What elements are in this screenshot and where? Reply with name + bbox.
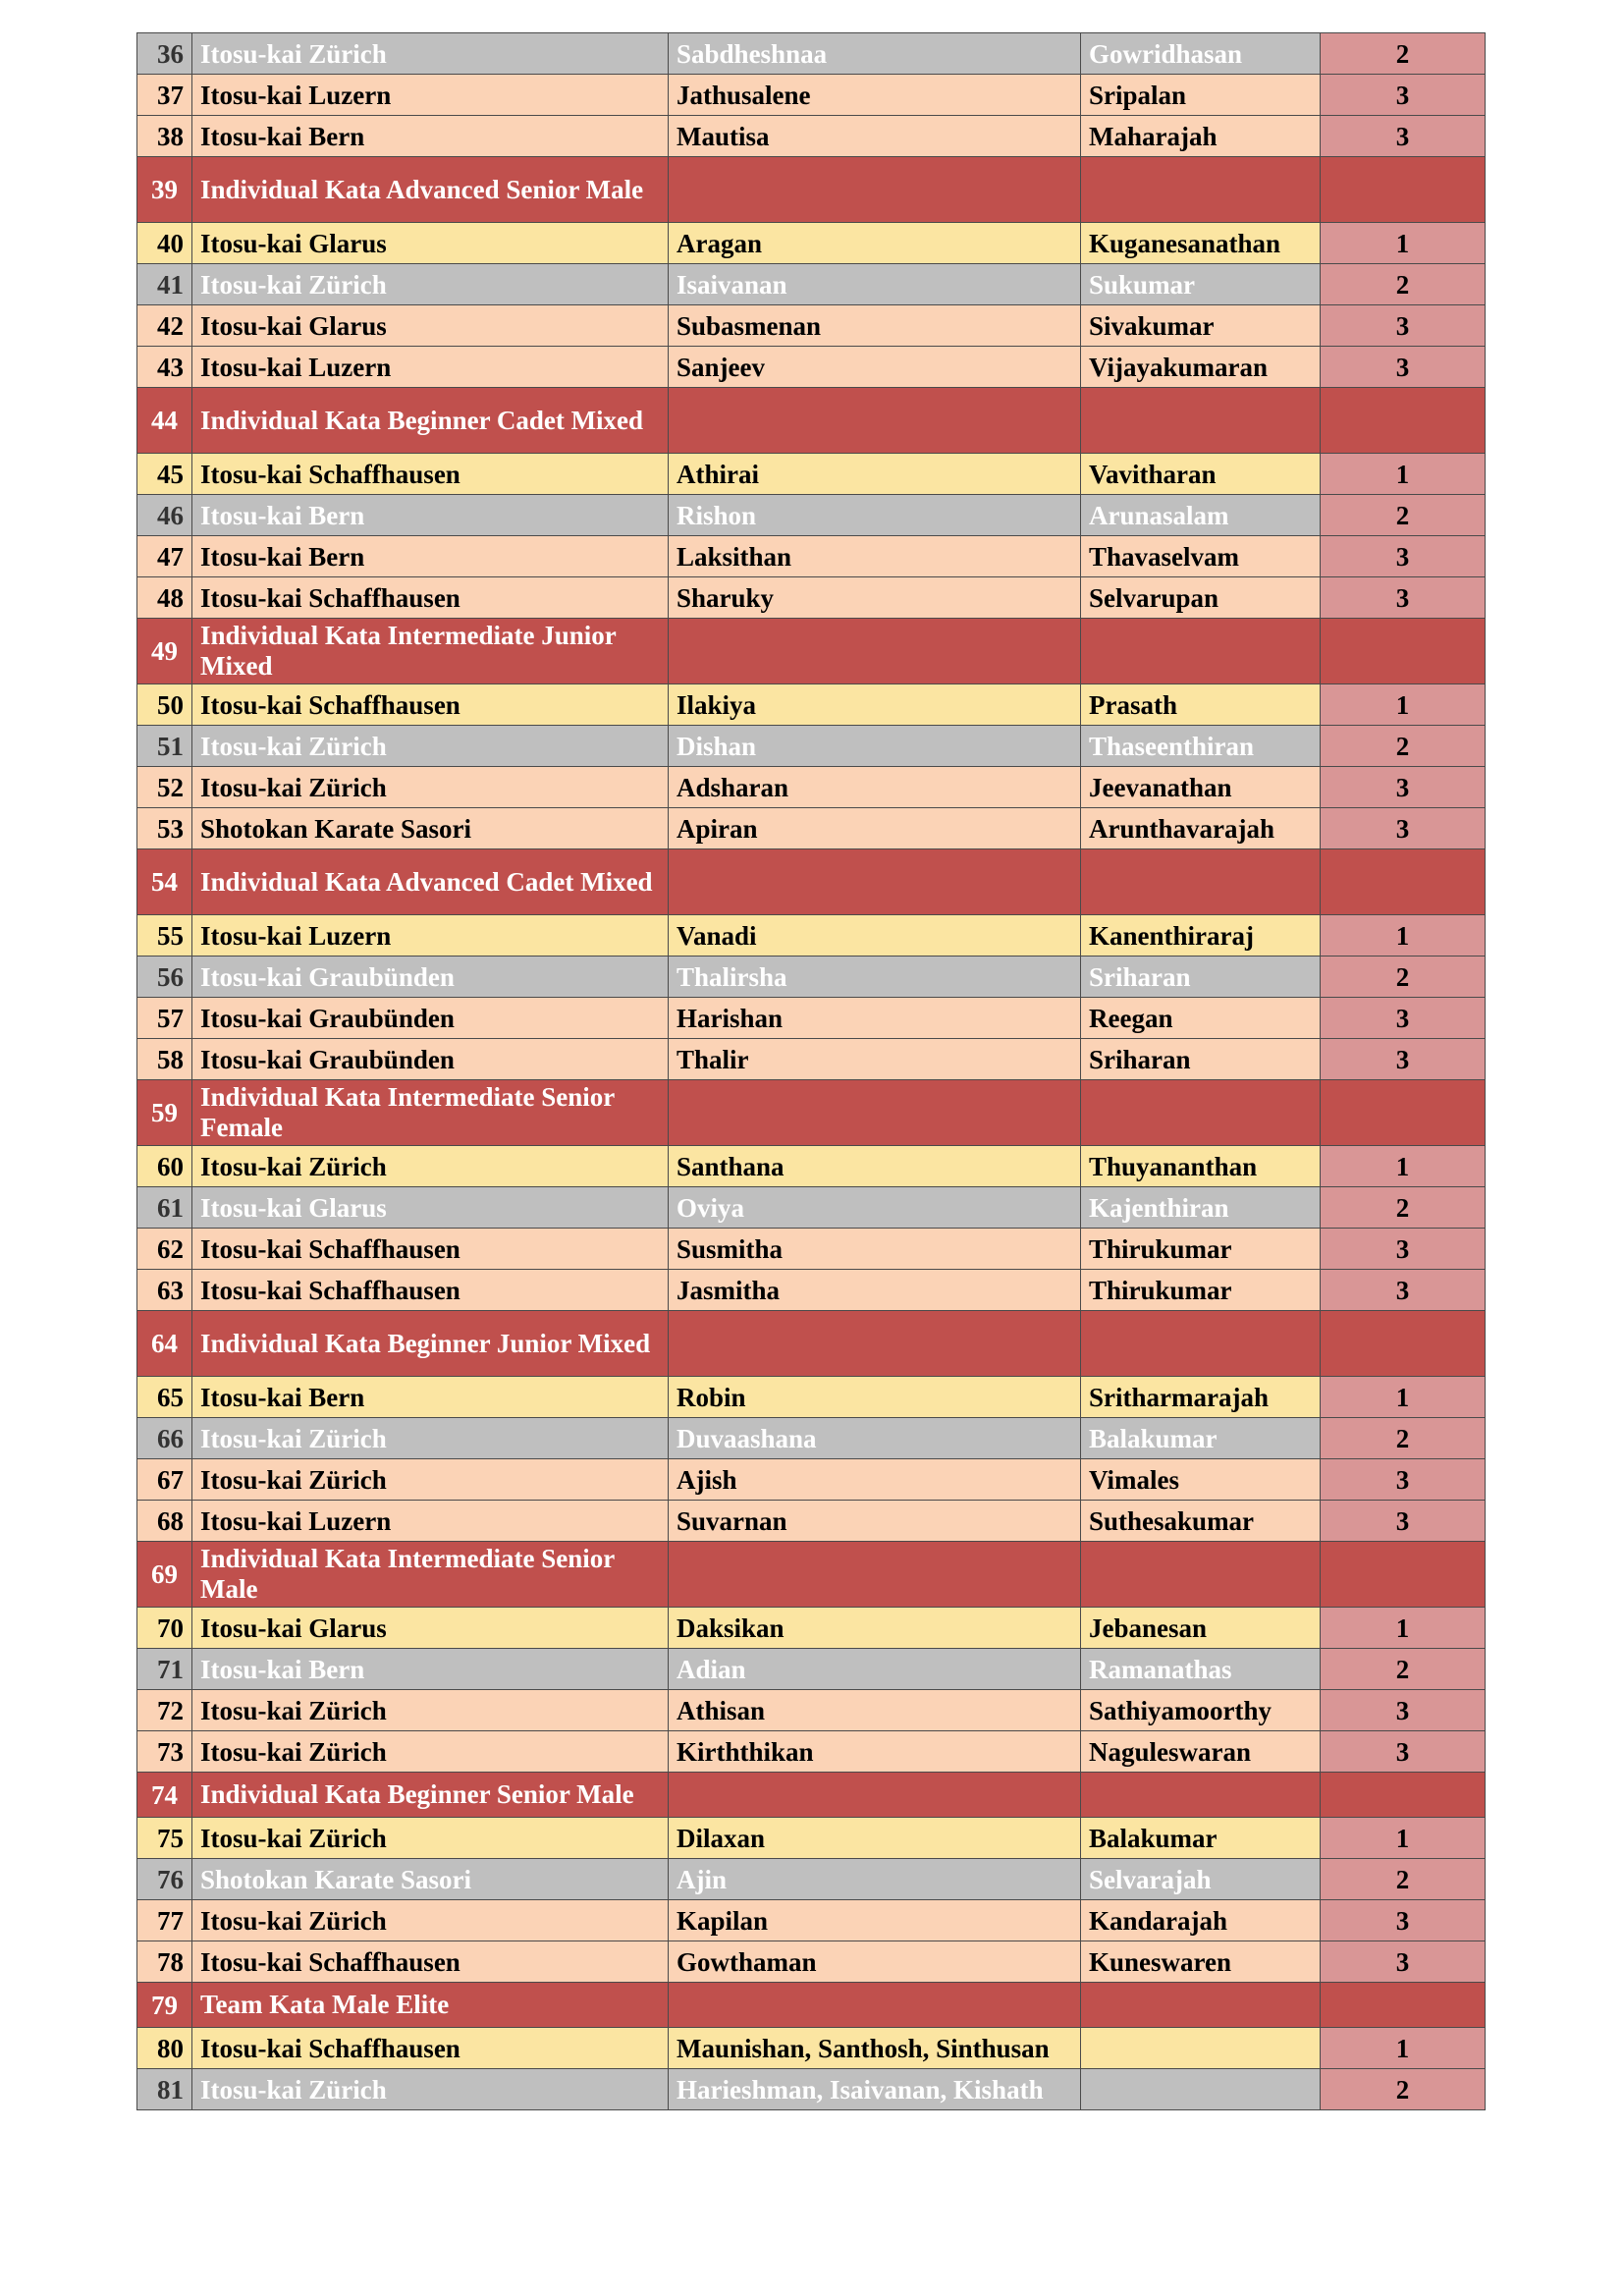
result-row — [137, 2028, 1486, 2069]
rank-value: 3 — [1321, 1690, 1486, 1731]
result-row — [137, 1859, 1486, 1900]
rank-value: 3 — [1321, 116, 1486, 157]
club-name: Itosu-kai Glarus — [192, 1608, 669, 1649]
result-row — [137, 1608, 1486, 1649]
first-name: Thalir — [669, 1039, 1081, 1080]
first-name: Kirththikan — [669, 1731, 1081, 1773]
club-name: Itosu-kai Glarus — [192, 223, 669, 264]
last-name: Sriharan — [1081, 957, 1321, 998]
result-row — [137, 495, 1486, 536]
category-row — [137, 388, 1486, 454]
last-name: Gowridhasan — [1081, 33, 1321, 75]
row-number: 49 — [137, 619, 192, 684]
last-name: Vavitharan — [1081, 454, 1321, 495]
row-number: 46 — [137, 495, 192, 536]
empty-cell — [669, 619, 1081, 684]
first-name: Sabdheshnaa — [669, 33, 1081, 75]
last-name: Jebanesan — [1081, 1608, 1321, 1649]
row-number: 81 — [137, 2069, 192, 2110]
row-number: 63 — [137, 1270, 192, 1311]
category-label: Individual Kata Intermediate Junior Mixed — [192, 619, 669, 684]
club-name: Itosu-kai Zürich — [192, 1418, 669, 1459]
club-name: Itosu-kai Zürich — [192, 726, 669, 767]
rank-value: 1 — [1321, 454, 1486, 495]
row-number: 76 — [137, 1859, 192, 1900]
row-number: 44 — [137, 388, 192, 454]
rank-value: 1 — [1321, 684, 1486, 726]
first-name: Harieshman, Isaivanan, Kishath — [669, 2069, 1081, 2110]
last-name: Thirukumar — [1081, 1229, 1321, 1270]
empty-cell — [1321, 1311, 1486, 1377]
rank-value: 1 — [1321, 1377, 1486, 1418]
club-name: Itosu-kai Zürich — [192, 264, 669, 305]
row-number: 70 — [137, 1608, 192, 1649]
result-row — [137, 2069, 1486, 2110]
rank-value: 1 — [1321, 223, 1486, 264]
last-name: Kuganesanathan — [1081, 223, 1321, 264]
first-name: Sharuky — [669, 577, 1081, 619]
rank-value: 3 — [1321, 1270, 1486, 1311]
club-name: Itosu-kai Bern — [192, 1649, 669, 1690]
empty-cell — [669, 1542, 1081, 1608]
row-number: 47 — [137, 536, 192, 577]
club-name: Itosu-kai Graubünden — [192, 1039, 669, 1080]
result-row — [137, 957, 1486, 998]
result-row — [137, 1187, 1486, 1229]
club-name: Itosu-kai Zürich — [192, 1146, 669, 1187]
category-label: Team Kata Male Elite — [192, 1983, 669, 2028]
last-name: Selvarupan — [1081, 577, 1321, 619]
result-row — [137, 1818, 1486, 1859]
last-name: Maharajah — [1081, 116, 1321, 157]
empty-cell — [1321, 1080, 1486, 1146]
category-label: Individual Kata Beginner Cadet Mixed — [192, 388, 669, 454]
club-name: Itosu-kai Zürich — [192, 767, 669, 808]
row-number: 60 — [137, 1146, 192, 1187]
first-name: Isaivanan — [669, 264, 1081, 305]
first-name: Susmitha — [669, 1229, 1081, 1270]
first-name: Laksithan — [669, 536, 1081, 577]
first-name: Vanadi — [669, 915, 1081, 957]
row-number: 56 — [137, 957, 192, 998]
row-number: 53 — [137, 808, 192, 849]
club-name: Itosu-kai Schaffhausen — [192, 1270, 669, 1311]
category-label: Individual Kata Beginner Junior Mixed — [192, 1311, 669, 1377]
rank-value: 2 — [1321, 726, 1486, 767]
row-number: 62 — [137, 1229, 192, 1270]
category-label: Individual Kata Intermediate Senior Female — [192, 1080, 669, 1146]
first-name: Sanjeev — [669, 347, 1081, 388]
row-number: 65 — [137, 1377, 192, 1418]
first-name: Santhana — [669, 1146, 1081, 1187]
empty-cell — [1081, 1080, 1321, 1146]
first-name: Aragan — [669, 223, 1081, 264]
result-row — [137, 726, 1486, 767]
last-name: Sivakumar — [1081, 305, 1321, 347]
last-name: Sukumar — [1081, 264, 1321, 305]
rank-value: 1 — [1321, 915, 1486, 957]
empty-cell — [669, 1983, 1081, 2028]
result-row — [137, 454, 1486, 495]
rank-value: 3 — [1321, 305, 1486, 347]
club-name: Itosu-kai Schaffhausen — [192, 1229, 669, 1270]
last-name: Selvarajah — [1081, 1859, 1321, 1900]
category-row — [137, 1773, 1486, 1818]
row-number: 43 — [137, 347, 192, 388]
result-row — [137, 767, 1486, 808]
first-name: Athisan — [669, 1690, 1081, 1731]
first-name: Dishan — [669, 726, 1081, 767]
club-name: Itosu-kai Bern — [192, 495, 669, 536]
club-name: Itosu-kai Schaffhausen — [192, 2028, 669, 2069]
result-row — [137, 1377, 1486, 1418]
row-number: 45 — [137, 454, 192, 495]
club-name: Itosu-kai Schaffhausen — [192, 577, 669, 619]
row-number: 39 — [137, 157, 192, 223]
club-name: Itosu-kai Schaffhausen — [192, 1941, 669, 1983]
last-name: Kanenthiraraj — [1081, 915, 1321, 957]
row-number: 38 — [137, 116, 192, 157]
club-name: Itosu-kai Glarus — [192, 305, 669, 347]
category-row — [137, 1080, 1486, 1146]
rank-value: 3 — [1321, 1229, 1486, 1270]
category-row — [137, 619, 1486, 684]
empty-cell — [1081, 849, 1321, 915]
first-name: Ilakiya — [669, 684, 1081, 726]
first-name: Harishan — [669, 998, 1081, 1039]
row-number: 74 — [137, 1773, 192, 1818]
rank-value: 3 — [1321, 1731, 1486, 1773]
club-name: Itosu-kai Luzern — [192, 75, 669, 116]
rank-value: 3 — [1321, 1941, 1486, 1983]
row-number: 79 — [137, 1983, 192, 2028]
rank-value: 3 — [1321, 347, 1486, 388]
first-name: Mautisa — [669, 116, 1081, 157]
result-row — [137, 347, 1486, 388]
result-row — [137, 1039, 1486, 1080]
result-row — [137, 998, 1486, 1039]
last-name: Balakumar — [1081, 1818, 1321, 1859]
club-name: Itosu-kai Zürich — [192, 2069, 669, 2110]
last-name: Thirukumar — [1081, 1270, 1321, 1311]
club-name: Shotokan Karate Sasori — [192, 1859, 669, 1900]
row-number: 69 — [137, 1542, 192, 1608]
club-name: Itosu-kai Bern — [192, 1377, 669, 1418]
row-number: 36 — [137, 33, 192, 75]
first-name: Rishon — [669, 495, 1081, 536]
result-row — [137, 1270, 1486, 1311]
result-row — [137, 223, 1486, 264]
rank-value: 3 — [1321, 1501, 1486, 1542]
row-number: 67 — [137, 1459, 192, 1501]
rank-value: 2 — [1321, 957, 1486, 998]
first-name: Dilaxan — [669, 1818, 1081, 1859]
row-number: 75 — [137, 1818, 192, 1859]
rank-value: 2 — [1321, 2069, 1486, 2110]
result-row — [137, 536, 1486, 577]
last-name: Prasath — [1081, 684, 1321, 726]
row-number: 37 — [137, 75, 192, 116]
empty-cell — [669, 1311, 1081, 1377]
club-name: Itosu-kai Glarus — [192, 1187, 669, 1229]
first-name: Subasmenan — [669, 305, 1081, 347]
first-name: Maunishan, Santhosh, Sinthusan — [669, 2028, 1081, 2069]
last-name: Thavaselvam — [1081, 536, 1321, 577]
last-name: Kandarajah — [1081, 1900, 1321, 1941]
result-row — [137, 1941, 1486, 1983]
last-name: Vijayakumaran — [1081, 347, 1321, 388]
last-name: Reegan — [1081, 998, 1321, 1039]
empty-cell — [1321, 1773, 1486, 1818]
club-name: Itosu-kai Schaffhausen — [192, 454, 669, 495]
empty-cell — [669, 1773, 1081, 1818]
category-row — [137, 1983, 1486, 2028]
rank-value: 2 — [1321, 495, 1486, 536]
empty-cell — [669, 1080, 1081, 1146]
empty-cell — [1321, 619, 1486, 684]
result-row — [137, 1459, 1486, 1501]
first-name: Ajin — [669, 1859, 1081, 1900]
result-row — [137, 305, 1486, 347]
last-name: Sripalan — [1081, 75, 1321, 116]
result-row — [137, 33, 1486, 75]
club-name: Shotokan Karate Sasori — [192, 808, 669, 849]
result-row — [137, 1731, 1486, 1773]
row-number: 41 — [137, 264, 192, 305]
first-name: Robin — [669, 1377, 1081, 1418]
empty-cell — [1081, 157, 1321, 223]
row-number: 68 — [137, 1501, 192, 1542]
empty-cell — [1081, 388, 1321, 454]
last-name: Thaseenthiran — [1081, 726, 1321, 767]
rank-value: 3 — [1321, 1900, 1486, 1941]
row-number: 40 — [137, 223, 192, 264]
row-number: 57 — [137, 998, 192, 1039]
result-row — [137, 75, 1486, 116]
empty-cell — [1081, 1983, 1321, 2028]
first-name: Adsharan — [669, 767, 1081, 808]
result-row — [137, 116, 1486, 157]
row-number: 52 — [137, 767, 192, 808]
last-name: Vimales — [1081, 1459, 1321, 1501]
first-name: Duvaashana — [669, 1418, 1081, 1459]
first-name: Daksikan — [669, 1608, 1081, 1649]
club-name: Itosu-kai Zürich — [192, 1818, 669, 1859]
first-name: Suvarnan — [669, 1501, 1081, 1542]
empty-cell — [1081, 1311, 1321, 1377]
empty-cell — [669, 157, 1081, 223]
row-number: 71 — [137, 1649, 192, 1690]
last-name: Sriharan — [1081, 1039, 1321, 1080]
rank-value: 3 — [1321, 767, 1486, 808]
result-row — [137, 264, 1486, 305]
row-number: 42 — [137, 305, 192, 347]
first-name: Adian — [669, 1649, 1081, 1690]
last-name: Arunasalam — [1081, 495, 1321, 536]
row-number: 64 — [137, 1311, 192, 1377]
first-name: Athirai — [669, 454, 1081, 495]
category-label: Individual Kata Intermediate Senior Male — [192, 1542, 669, 1608]
first-name: Jathusalene — [669, 75, 1081, 116]
last-name: Arunthavarajah — [1081, 808, 1321, 849]
last-name: Kajenthiran — [1081, 1187, 1321, 1229]
first-name: Oviya — [669, 1187, 1081, 1229]
empty-cell — [1321, 849, 1486, 915]
club-name: Itosu-kai Luzern — [192, 1501, 669, 1542]
rank-value: 2 — [1321, 264, 1486, 305]
rank-value: 1 — [1321, 1818, 1486, 1859]
first-name: Apiran — [669, 808, 1081, 849]
empty-cell — [1081, 1773, 1321, 1818]
result-row — [137, 684, 1486, 726]
rank-value: 3 — [1321, 1459, 1486, 1501]
category-row — [137, 849, 1486, 915]
rank-value: 2 — [1321, 1649, 1486, 1690]
last-name: Jeevanathan — [1081, 767, 1321, 808]
result-row — [137, 1229, 1486, 1270]
last-name: Sathiyamoorthy — [1081, 1690, 1321, 1731]
first-name: Jasmitha — [669, 1270, 1081, 1311]
empty-cell — [1081, 1542, 1321, 1608]
club-name: Itosu-kai Luzern — [192, 347, 669, 388]
rank-value: 3 — [1321, 808, 1486, 849]
empty-cell — [1321, 157, 1486, 223]
result-row — [137, 1690, 1486, 1731]
row-number: 78 — [137, 1941, 192, 1983]
rank-value: 2 — [1321, 1859, 1486, 1900]
row-number: 50 — [137, 684, 192, 726]
last-name — [1081, 2069, 1321, 2110]
last-name: Suthesakumar — [1081, 1501, 1321, 1542]
row-number: 55 — [137, 915, 192, 957]
first-name: Ajish — [669, 1459, 1081, 1501]
result-row — [137, 1146, 1486, 1187]
rank-value: 2 — [1321, 33, 1486, 75]
rank-value: 3 — [1321, 536, 1486, 577]
result-row — [137, 1649, 1486, 1690]
result-row — [137, 1501, 1486, 1542]
empty-cell — [1321, 1542, 1486, 1608]
result-row — [137, 808, 1486, 849]
club-name: Itosu-kai Zürich — [192, 1731, 669, 1773]
row-number: 77 — [137, 1900, 192, 1941]
results-table — [136, 32, 1486, 2110]
row-number: 59 — [137, 1080, 192, 1146]
result-row — [137, 577, 1486, 619]
last-name — [1081, 2028, 1321, 2069]
result-row — [137, 915, 1486, 957]
rank-value: 3 — [1321, 75, 1486, 116]
category-label: Individual Kata Beginner Senior Male — [192, 1773, 669, 1818]
category-label: Individual Kata Advanced Cadet Mixed — [192, 849, 669, 915]
row-number: 58 — [137, 1039, 192, 1080]
rank-value: 2 — [1321, 1187, 1486, 1229]
rank-value: 2 — [1321, 1418, 1486, 1459]
club-name: Itosu-kai Luzern — [192, 915, 669, 957]
club-name: Itosu-kai Schaffhausen — [192, 684, 669, 726]
category-row — [137, 157, 1486, 223]
result-row — [137, 1900, 1486, 1941]
row-number: 80 — [137, 2028, 192, 2069]
category-label: Individual Kata Advanced Senior Male — [192, 157, 669, 223]
last-name: Balakumar — [1081, 1418, 1321, 1459]
club-name: Itosu-kai Graubünden — [192, 998, 669, 1039]
row-number: 51 — [137, 726, 192, 767]
empty-cell — [1081, 619, 1321, 684]
rank-value: 3 — [1321, 577, 1486, 619]
rank-value: 1 — [1321, 1608, 1486, 1649]
first-name: Kapilan — [669, 1900, 1081, 1941]
rank-value: 1 — [1321, 1146, 1486, 1187]
rank-value: 1 — [1321, 2028, 1486, 2069]
row-number: 48 — [137, 577, 192, 619]
row-number: 66 — [137, 1418, 192, 1459]
club-name: Itosu-kai Graubünden — [192, 957, 669, 998]
club-name: Itosu-kai Zürich — [192, 33, 669, 75]
empty-cell — [1321, 1983, 1486, 2028]
last-name: Naguleswaran — [1081, 1731, 1321, 1773]
rank-value: 3 — [1321, 1039, 1486, 1080]
row-number: 54 — [137, 849, 192, 915]
row-number: 61 — [137, 1187, 192, 1229]
first-name: Thalirsha — [669, 957, 1081, 998]
empty-cell — [669, 388, 1081, 454]
category-row — [137, 1311, 1486, 1377]
last-name: Sritharmarajah — [1081, 1377, 1321, 1418]
club-name: Itosu-kai Zürich — [192, 1900, 669, 1941]
row-number: 73 — [137, 1731, 192, 1773]
results-table-body — [137, 33, 1486, 2110]
rank-value: 3 — [1321, 998, 1486, 1039]
club-name: Itosu-kai Bern — [192, 116, 669, 157]
club-name: Itosu-kai Zürich — [192, 1459, 669, 1501]
first-name: Gowthaman — [669, 1941, 1081, 1983]
club-name: Itosu-kai Zürich — [192, 1690, 669, 1731]
last-name: Thuyananthan — [1081, 1146, 1321, 1187]
row-number: 72 — [137, 1690, 192, 1731]
category-row — [137, 1542, 1486, 1608]
empty-cell — [669, 849, 1081, 915]
empty-cell — [1321, 388, 1486, 454]
club-name: Itosu-kai Bern — [192, 536, 669, 577]
result-row — [137, 1418, 1486, 1459]
last-name: Ramanathas — [1081, 1649, 1321, 1690]
last-name: Kuneswaren — [1081, 1941, 1321, 1983]
